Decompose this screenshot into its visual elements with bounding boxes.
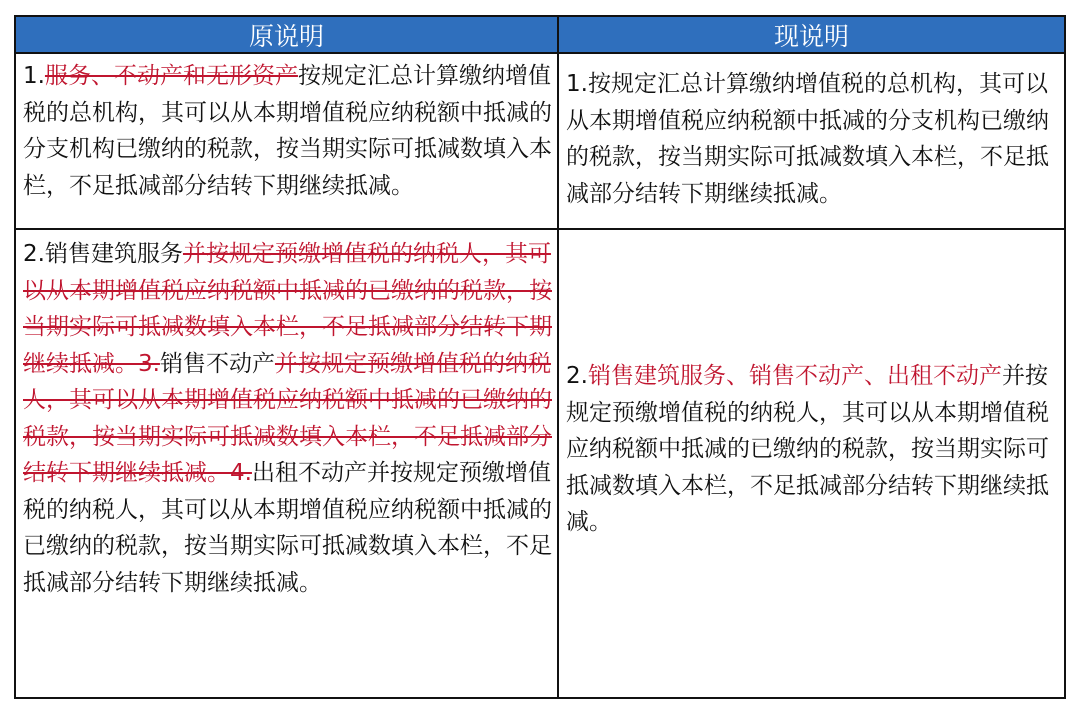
row2-current-emphasis: 销售建筑服务、销售不动产、出租不动产 — [587, 363, 1002, 390]
row1-original-deleted-text: 服务、不动产和无形资产 — [44, 63, 298, 89]
comparison-table — [14, 15, 1066, 699]
header-current: 现说明 — [559, 17, 1064, 54]
row2-current-cell — [559, 230, 1064, 697]
header-original: 原说明 — [16, 17, 559, 54]
row1-current-text: 1.按规定汇总计算缴纳增值税的总机构，其可以从本期增值税应纳税额中抵减的分支机构已缴纳的税款，按当期实际可抵减数填入本栏，不足抵减部分结转下期继续抵减。 — [566, 71, 1049, 207]
row2-current-text: 并按规定预缴增值税的纳税人，其可以从本期增值税应纳税额中抵减的已缴纳的税款，按当期实际可抵减数填入本栏，不足抵减部分结转下期继续抵减。 — [566, 363, 1049, 536]
row2-original-deleted-1: 并按规定预缴增值税的纳税人，其可以从本期增值税应纳税额中抵减的已缴纳的税款，按当期实际可抵减数填入本栏，不足抵减部分结转下期继续抵减。3. — [23, 241, 552, 377]
row2-original-text-1: 2.销售建筑服务 — [23, 241, 183, 267]
row1-current-cell — [559, 54, 1064, 230]
row2-original-cell — [16, 230, 559, 697]
row2-original-deleted-2: 并按规定预缴增值税的纳税人，其可以从本期增值税应纳税额中抵减的已缴纳的税款，按当期实际可抵减数填入本栏，不足抵减部分结转下期继续抵减。4. — [23, 350, 552, 486]
row1-original-cell — [16, 54, 559, 230]
row2-current-number: 2. — [566, 363, 588, 390]
row2-current-paragraph — [566, 358, 1060, 541]
row2-original-text-2: 销售不动产 — [159, 350, 275, 377]
row2-original-text-3: 出租不动产并按规定预缴增值税的纳税人，其可以从本期增值税应纳税额中抵减的已缴纳的税款，按当期实际可抵减数填入本栏，不足抵减部分结转下期继续抵减。 — [23, 460, 552, 596]
row1-original-text: 按规定汇总计算缴纳增值税的总机构，其可以从本期增值税应纳税额中抵减的分支机构已缴纳的税款，按当期实际可抵减数填入本栏，不足抵减部分结转下期继续抵减。 — [23, 63, 552, 199]
row1-original-number: 1. — [23, 63, 45, 89]
